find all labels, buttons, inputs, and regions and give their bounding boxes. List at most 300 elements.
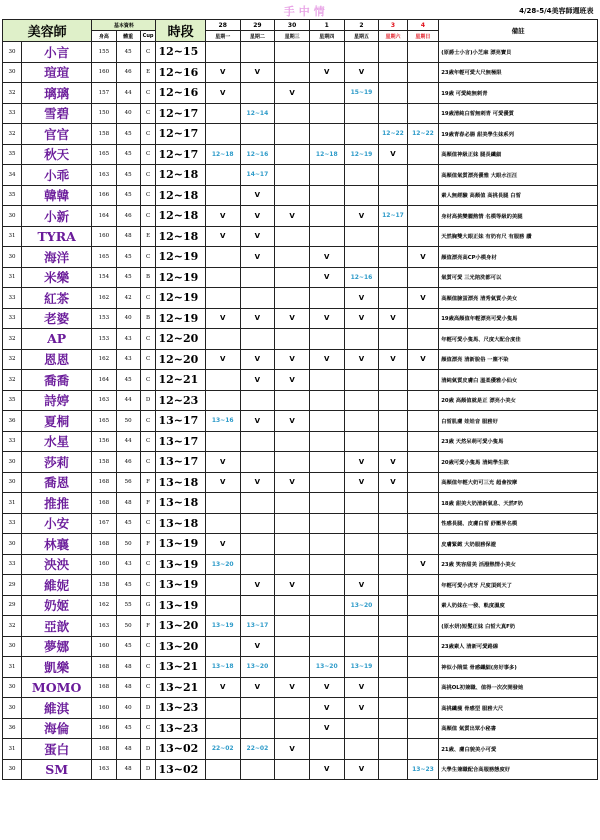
time-slot-cell: 13~18	[156, 493, 205, 514]
age-cell: 32	[3, 370, 22, 391]
date-header: 4	[407, 20, 439, 31]
day-schedule-cell: V	[275, 349, 310, 370]
height-cell: 162	[92, 349, 116, 370]
cup-cell: F	[140, 616, 156, 637]
beautician-name: 喬喬	[21, 370, 91, 391]
day-schedule-cell: V	[407, 288, 439, 309]
beautician-name: 秋天	[21, 144, 91, 165]
beautician-name: MOMO	[21, 677, 91, 698]
day-schedule-cell: 22~02	[240, 739, 275, 760]
day-schedule-cell	[379, 493, 407, 514]
remark-cell: 23歲年輕可愛大尺無極限	[439, 62, 598, 83]
beautician-name: 喬恩	[21, 472, 91, 493]
day-header: 星期四	[309, 31, 344, 42]
time-slot-cell: 12~20	[156, 349, 205, 370]
beautician-name: 夢娜	[21, 636, 91, 657]
height-cell: 168	[92, 677, 116, 698]
table-row	[3, 411, 598, 432]
day-schedule-cell	[407, 165, 439, 186]
cup-cell: C	[140, 718, 156, 739]
age-cell: 32	[3, 349, 22, 370]
slot-header: 時段	[156, 20, 205, 42]
cup-cell: C	[140, 83, 156, 104]
day-schedule-cell	[407, 698, 439, 719]
age-cell: 32	[3, 124, 22, 145]
day-schedule-cell	[407, 267, 439, 288]
day-schedule-cell	[407, 636, 439, 657]
day-schedule-cell	[240, 452, 275, 473]
age-cell: 30	[3, 636, 22, 657]
day-schedule-cell	[379, 42, 407, 63]
day-schedule-cell	[309, 431, 344, 452]
day-schedule-cell: 12~16	[344, 267, 379, 288]
day-schedule-cell	[205, 288, 240, 309]
day-schedule-cell: V	[240, 62, 275, 83]
age-cell: 34	[3, 165, 22, 186]
height-cell: 162	[92, 595, 116, 616]
height-cell: 153	[92, 329, 116, 350]
day-schedule-cell	[344, 636, 379, 657]
weight-cell: 44	[116, 83, 140, 104]
day-schedule-cell	[407, 718, 439, 739]
day-schedule-cell: V	[205, 62, 240, 83]
beautician-name: SM	[21, 759, 91, 780]
day-schedule-cell: V	[240, 677, 275, 698]
time-slot-cell: 12~18	[156, 185, 205, 206]
day-schedule-cell	[240, 595, 275, 616]
age-cell: 30	[3, 677, 22, 698]
date-header: 3	[379, 20, 407, 31]
time-slot-cell: 13~20	[156, 636, 205, 657]
table-row	[3, 554, 598, 575]
day-schedule-cell	[309, 370, 344, 391]
time-slot-cell: 13~23	[156, 718, 205, 739]
time-slot-cell: 13~02	[156, 739, 205, 760]
day-schedule-cell: V	[205, 83, 240, 104]
day-schedule-cell: V	[407, 247, 439, 268]
age-cell: 31	[3, 739, 22, 760]
day-schedule-cell	[309, 554, 344, 575]
day-schedule-cell	[309, 42, 344, 63]
day-schedule-cell	[379, 739, 407, 760]
table-row	[3, 452, 598, 473]
day-schedule-cell	[379, 226, 407, 247]
day-schedule-cell	[379, 636, 407, 657]
weight-cell: 48	[116, 493, 140, 514]
weight-cell: 40	[116, 698, 140, 719]
cup-cell: C	[140, 575, 156, 596]
beautician-name: TYRA	[21, 226, 91, 247]
date-header: 30	[275, 20, 310, 31]
day-schedule-cell	[344, 103, 379, 124]
day-schedule-cell: V	[275, 575, 310, 596]
cup-cell: C	[140, 411, 156, 432]
table-row	[3, 308, 598, 329]
day-schedule-cell	[344, 165, 379, 186]
day-schedule-cell	[407, 411, 439, 432]
cup-cell: E	[140, 226, 156, 247]
day-schedule-cell	[379, 513, 407, 534]
remark-cell: 18歲 甜美大奶清新氣息、天然F奶	[439, 493, 598, 514]
height-cell: 163	[92, 165, 116, 186]
day-schedule-cell: V	[240, 308, 275, 329]
day-schedule-cell	[407, 226, 439, 247]
age-cell: 33	[3, 288, 22, 309]
day-schedule-cell	[379, 83, 407, 104]
day-schedule-cell: V	[309, 759, 344, 780]
time-slot-cell: 12~17	[156, 144, 205, 165]
time-slot-cell: 12~17	[156, 124, 205, 145]
day-schedule-cell	[344, 431, 379, 452]
day-schedule-cell: 13~20	[309, 657, 344, 678]
day-schedule-cell: 22~02	[205, 739, 240, 760]
beautician-name: 恩恩	[21, 349, 91, 370]
age-cell: 32	[3, 83, 22, 104]
weight-cell: 56	[116, 472, 140, 493]
day-schedule-cell: V	[344, 349, 379, 370]
remark-cell: 高挑OL初兼職、值得一次次開發她	[439, 677, 598, 698]
day-schedule-cell: 12~22	[379, 124, 407, 145]
time-slot-cell: 12~15	[156, 42, 205, 63]
day-schedule-cell	[275, 124, 310, 145]
day-schedule-cell: V	[205, 534, 240, 555]
day-schedule-cell: V	[275, 739, 310, 760]
height-cell: 165	[92, 144, 116, 165]
remark-cell: 高顏值神級正妹 腿長纖細	[439, 144, 598, 165]
weight-cell: 50	[116, 534, 140, 555]
day-schedule-cell	[205, 390, 240, 411]
day-schedule-cell	[379, 247, 407, 268]
weight-cell: 46	[116, 206, 140, 227]
cup-cell: E	[140, 62, 156, 83]
day-schedule-cell: 12~16	[240, 144, 275, 165]
day-schedule-cell	[240, 759, 275, 780]
day-schedule-cell	[407, 103, 439, 124]
age-cell: 36	[3, 718, 22, 739]
cup-cell: C	[140, 144, 156, 165]
cup-cell: C	[140, 103, 156, 124]
weight-cell: 50	[116, 411, 140, 432]
day-schedule-cell	[407, 472, 439, 493]
table-row	[3, 329, 598, 350]
day-schedule-cell: V	[344, 677, 379, 698]
day-schedule-cell	[275, 390, 310, 411]
beautician-name: 凱樂	[21, 657, 91, 678]
age-cell: 35	[3, 390, 22, 411]
height-cell: 166	[92, 718, 116, 739]
cup-cell: D	[140, 390, 156, 411]
day-schedule-cell	[275, 431, 310, 452]
cup-cell: F	[140, 534, 156, 555]
time-slot-cell: 13~18	[156, 472, 205, 493]
day-schedule-cell	[275, 452, 310, 473]
beautician-name: 林襄	[21, 534, 91, 555]
day-schedule-cell	[275, 554, 310, 575]
beautician-name: 夏桐	[21, 411, 91, 432]
remarks-header: 備註	[439, 20, 598, 42]
date-header: 1	[309, 20, 344, 31]
day-schedule-cell	[407, 308, 439, 329]
cup-cell: D	[140, 739, 156, 760]
day-schedule-cell	[309, 103, 344, 124]
age-cell: 31	[3, 657, 22, 678]
age-cell: 31	[3, 267, 22, 288]
time-slot-cell: 12~16	[156, 62, 205, 83]
day-schedule-cell	[275, 226, 310, 247]
beautician-name: 蛋白	[21, 739, 91, 760]
day-schedule-cell	[379, 431, 407, 452]
day-schedule-cell	[240, 513, 275, 534]
day-schedule-cell	[344, 534, 379, 555]
beautician-name: 詩婷	[21, 390, 91, 411]
table-row	[3, 288, 598, 309]
day-schedule-cell: V	[379, 452, 407, 473]
remark-cell: 顏值漂亮 清新脫俗 一塵不染	[439, 349, 598, 370]
remark-cell: 皮膚緊緻 大奶服務保證	[439, 534, 598, 555]
day-schedule-cell: V	[240, 206, 275, 227]
weight-header: 體重	[116, 31, 140, 42]
height-cell: 158	[92, 452, 116, 473]
weight-cell: 48	[116, 759, 140, 780]
height-cell: 158	[92, 124, 116, 145]
age-cell: 33	[3, 513, 22, 534]
weight-cell: 40	[116, 308, 140, 329]
table-row	[3, 636, 598, 657]
time-slot-cell: 13~17	[156, 452, 205, 473]
time-slot-cell: 13~20	[156, 616, 205, 637]
day-schedule-cell: 12~14	[240, 103, 275, 124]
day-schedule-cell	[379, 718, 407, 739]
weight-cell: 46	[116, 452, 140, 473]
day-schedule-cell	[309, 452, 344, 473]
day-schedule-cell	[205, 185, 240, 206]
day-schedule-cell	[344, 42, 379, 63]
table-row	[3, 534, 598, 555]
age-cell: 30	[3, 62, 22, 83]
day-schedule-cell	[309, 595, 344, 616]
day-schedule-cell	[205, 698, 240, 719]
weight-cell: 45	[116, 165, 140, 186]
remark-cell: (原水妍)短髮正妹 白皙大真F奶	[439, 616, 598, 637]
height-cell: 168	[92, 657, 116, 678]
table-row	[3, 247, 598, 268]
cup-cell: C	[140, 349, 156, 370]
day-schedule-cell	[379, 103, 407, 124]
remark-cell: 23歲 天然呆萌可愛小隻馬	[439, 431, 598, 452]
day-schedule-cell: V	[309, 267, 344, 288]
weight-cell: 48	[116, 657, 140, 678]
day-schedule-cell	[275, 534, 310, 555]
day-schedule-cell	[309, 288, 344, 309]
time-slot-cell: 13~17	[156, 431, 205, 452]
beautician-name: 小乖	[21, 165, 91, 186]
day-schedule-cell: V	[379, 472, 407, 493]
day-schedule-cell: 13~19	[344, 657, 379, 678]
day-schedule-cell	[309, 636, 344, 657]
day-schedule-cell	[309, 165, 344, 186]
height-cell: 156	[92, 431, 116, 452]
cup-cell: C	[140, 554, 156, 575]
day-schedule-cell: V	[407, 554, 439, 575]
beautician-name: 奶姬	[21, 595, 91, 616]
day-schedule-cell	[344, 390, 379, 411]
cup-cell: C	[140, 185, 156, 206]
day-schedule-cell	[309, 390, 344, 411]
day-schedule-cell	[379, 575, 407, 596]
height-cell: 168	[92, 534, 116, 555]
table-row	[3, 42, 598, 63]
day-schedule-cell: V	[240, 575, 275, 596]
day-schedule-cell	[407, 493, 439, 514]
day-schedule-cell: 12~18	[309, 144, 344, 165]
age-cell: 32	[3, 616, 22, 637]
day-schedule-cell	[379, 62, 407, 83]
day-schedule-cell	[344, 493, 379, 514]
day-schedule-cell: 12~22	[407, 124, 439, 145]
day-schedule-cell	[275, 636, 310, 657]
age-cell: 35	[3, 185, 22, 206]
day-schedule-cell	[309, 329, 344, 350]
day-schedule-cell	[275, 698, 310, 719]
day-schedule-cell	[275, 616, 310, 637]
day-schedule-cell	[309, 493, 344, 514]
day-schedule-cell: 13~20	[240, 657, 275, 678]
table-row	[3, 595, 598, 616]
height-cell: 165	[92, 411, 116, 432]
remark-cell: 高挑纖瘦 骨感型 服務大尺	[439, 698, 598, 719]
day-schedule-cell	[240, 431, 275, 452]
day-schedule-cell	[407, 595, 439, 616]
day-schedule-cell: V	[407, 349, 439, 370]
remark-cell: 23歲 笑容甜美 活潑熱情小美女	[439, 554, 598, 575]
remark-cell: 高顏值臉蛋漂亮 清秀氣質小美女	[439, 288, 598, 309]
beautician-name: 泱泱	[21, 554, 91, 575]
remark-cell: 素人奶妹在一發、軌度濕度	[439, 595, 598, 616]
height-cell: 163	[92, 759, 116, 780]
day-schedule-cell: V	[344, 452, 379, 473]
time-slot-cell: 12~18	[156, 206, 205, 227]
day-header: 星期六	[379, 31, 407, 42]
cup-cell: G	[140, 595, 156, 616]
day-schedule-cell	[309, 513, 344, 534]
day-schedule-cell	[379, 554, 407, 575]
table-row	[3, 616, 598, 637]
day-schedule-cell	[379, 616, 407, 637]
day-schedule-cell	[240, 329, 275, 350]
day-schedule-cell	[240, 124, 275, 145]
remark-cell: 20歲 高顏值就是正 漂亮小美女	[439, 390, 598, 411]
day-schedule-cell	[240, 534, 275, 555]
height-cell: 163	[92, 390, 116, 411]
day-schedule-cell	[275, 42, 310, 63]
height-header: 身高	[92, 31, 116, 42]
day-schedule-cell: V	[344, 62, 379, 83]
day-schedule-cell: V	[344, 575, 379, 596]
day-schedule-cell	[205, 595, 240, 616]
day-schedule-cell	[407, 575, 439, 596]
day-schedule-cell	[309, 83, 344, 104]
day-schedule-cell	[379, 698, 407, 719]
day-schedule-cell	[240, 390, 275, 411]
day-schedule-cell	[407, 62, 439, 83]
day-schedule-cell: V	[240, 185, 275, 206]
day-schedule-cell	[407, 144, 439, 165]
age-cell: 32	[3, 329, 22, 350]
remark-cell: 天然胸雙大眼正妹 有奶有尺 有服務 讚	[439, 226, 598, 247]
day-schedule-cell: V	[205, 349, 240, 370]
day-schedule-cell: V	[309, 718, 344, 739]
cup-cell: C	[140, 431, 156, 452]
age-cell: 33	[3, 431, 22, 452]
day-schedule-cell	[205, 370, 240, 391]
age-cell: 30	[3, 698, 22, 719]
age-cell: 33	[3, 103, 22, 124]
table-row	[3, 124, 598, 145]
day-schedule-cell	[275, 288, 310, 309]
time-slot-cell: 12~21	[156, 370, 205, 391]
cup-cell: C	[140, 452, 156, 473]
day-schedule-cell	[275, 759, 310, 780]
remark-cell: 素人無經驗 高顏值 高挑長腿 白皙	[439, 185, 598, 206]
time-slot-cell: 13~23	[156, 698, 205, 719]
day-schedule-cell: 12~17	[379, 206, 407, 227]
day-schedule-cell	[309, 534, 344, 555]
time-slot-cell: 12~17	[156, 103, 205, 124]
day-schedule-cell: V	[344, 206, 379, 227]
day-schedule-cell	[240, 83, 275, 104]
age-cell: 30	[3, 534, 22, 555]
weight-cell: 45	[116, 42, 140, 63]
cup-cell: C	[140, 165, 156, 186]
day-schedule-cell	[205, 575, 240, 596]
time-slot-cell: 12~19	[156, 247, 205, 268]
day-schedule-cell: V	[309, 677, 344, 698]
cup-cell: C	[140, 42, 156, 63]
remark-cell: 清純氣質皮膚白 溫柔優雅小仙女	[439, 370, 598, 391]
beautician-name: 亞歆	[21, 616, 91, 637]
height-cell: 164	[92, 370, 116, 391]
day-schedule-cell	[379, 165, 407, 186]
day-schedule-cell	[344, 370, 379, 391]
time-slot-cell: 13~19	[156, 534, 205, 555]
age-cell: 30	[3, 759, 22, 780]
day-schedule-cell	[205, 165, 240, 186]
remark-cell: 19歲 可愛純無刺青	[439, 83, 598, 104]
weight-cell: 48	[116, 226, 140, 247]
table-row	[3, 349, 598, 370]
day-schedule-cell	[379, 595, 407, 616]
age-cell: 35	[3, 144, 22, 165]
day-schedule-cell	[407, 431, 439, 452]
cup-header: Cup	[140, 31, 156, 42]
day-schedule-cell	[309, 185, 344, 206]
day-schedule-cell	[379, 657, 407, 678]
day-schedule-cell: 15~19	[344, 83, 379, 104]
day-schedule-cell: V	[275, 206, 310, 227]
day-schedule-cell: 12~19	[344, 144, 379, 165]
time-slot-cell: 13~19	[156, 595, 205, 616]
day-schedule-cell	[275, 62, 310, 83]
day-schedule-cell	[205, 124, 240, 145]
day-schedule-cell: V	[309, 308, 344, 329]
height-cell: 153	[92, 308, 116, 329]
remark-cell: 23歲素人 清新可愛路線	[439, 636, 598, 657]
day-schedule-cell: V	[379, 308, 407, 329]
day-schedule-cell	[240, 698, 275, 719]
table-row	[3, 431, 598, 452]
day-schedule-cell	[275, 329, 310, 350]
day-schedule-cell	[344, 185, 379, 206]
